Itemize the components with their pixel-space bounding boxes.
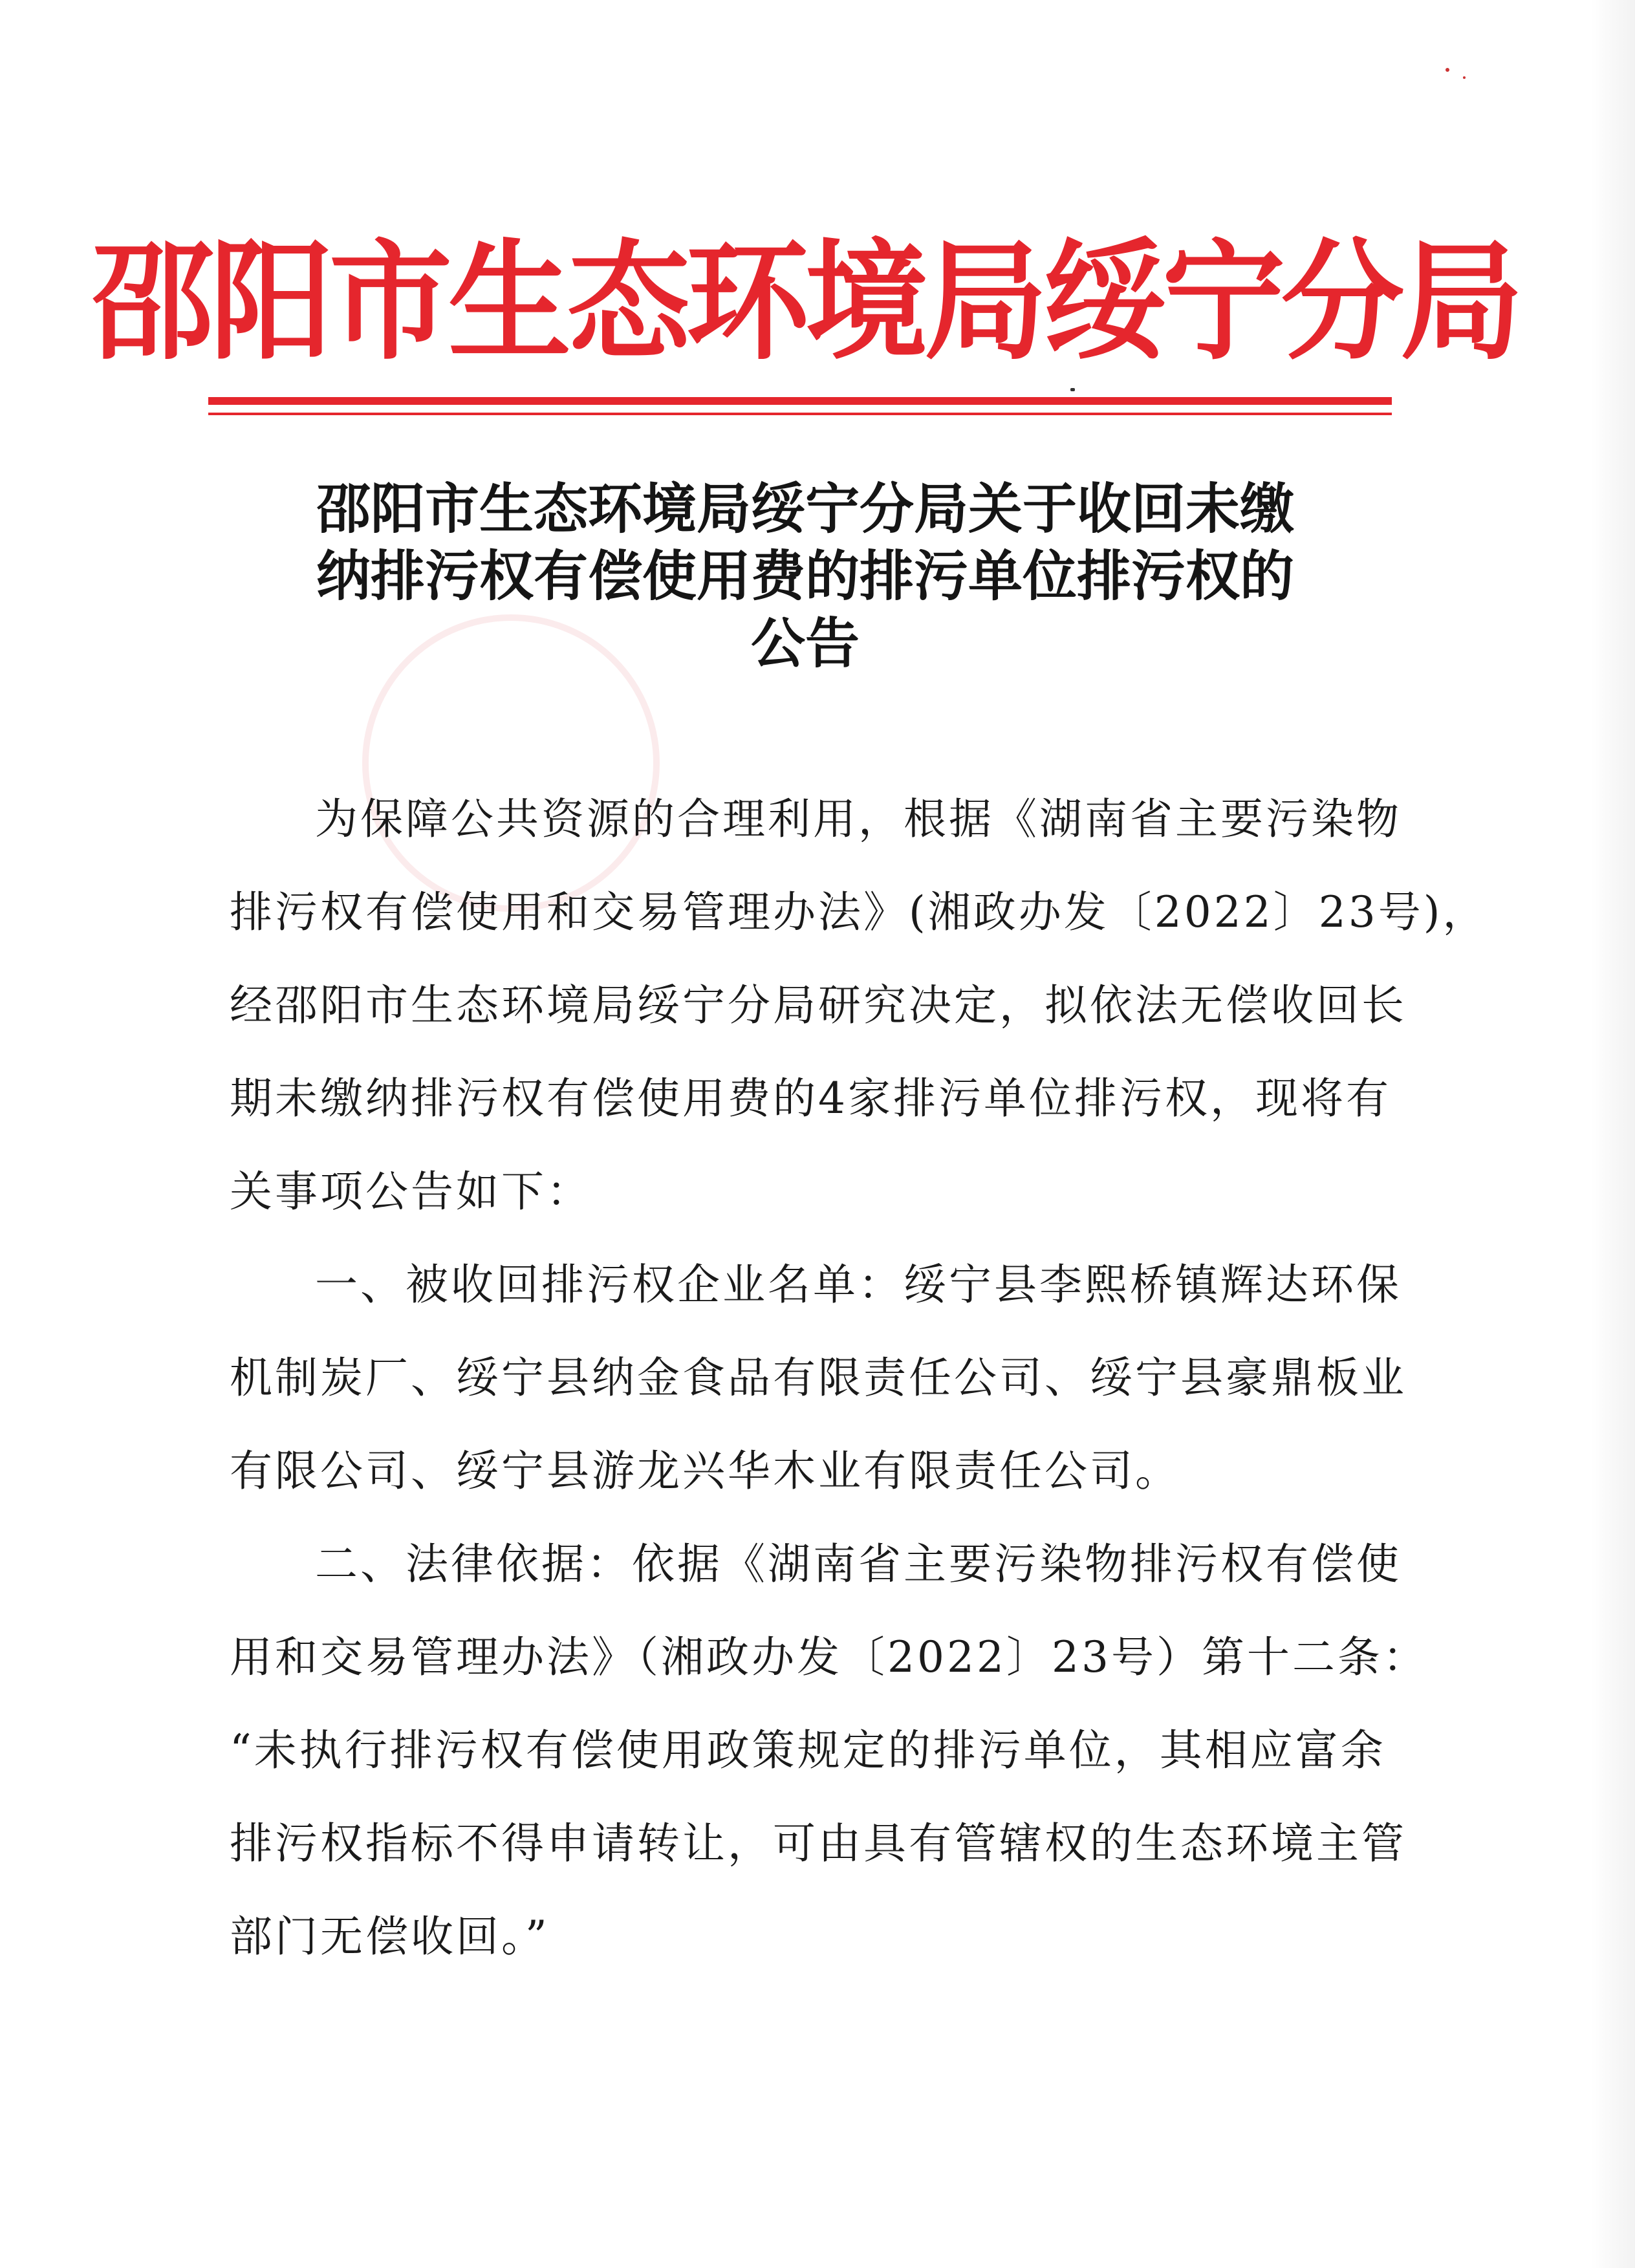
body-line-10: 用和交易管理办法》（湘政办发〔2022〕23号）第十二条：	[230, 1632, 1428, 1682]
body-line-4: 期未缴纳排污权有偿使用费的4家排污单位排污权，现将有	[230, 1074, 1391, 1123]
letterhead-rule-thin	[208, 413, 1392, 415]
document-body	[230, 773, 1488, 1983]
title-line-1: 邵阳市生态环境局绥宁分局关于收回未缴	[316, 477, 1294, 541]
body-line-6: 一、被收回排污权企业名单：绥宁县李熙桥镇辉达环保	[315, 1260, 1402, 1310]
body-line-8: 有限公司、绥宁县游龙兴华木业有限责任公司。	[230, 1446, 1180, 1496]
body-line-5: 关事项公告如下：	[230, 1167, 592, 1216]
letterhead-rule-thick	[208, 397, 1392, 405]
scan-speck	[1463, 76, 1466, 79]
letterhead-agency-name: 邵阳市生态环境局绥宁分局	[91, 226, 1520, 377]
body-line-9: 二、法律依据：依据《湖南省主要污染物排污权有偿使	[315, 1539, 1402, 1589]
body-line-11: “未执行排污权有偿使用政策规定的排污单位，其相应富余	[230, 1725, 1386, 1775]
body-line-13: 部门无偿收回。”	[230, 1912, 550, 1961]
scan-speck	[1446, 68, 1449, 72]
title-line-3: 公告	[750, 612, 860, 675]
body-line-3: 经邵阳市生态环境局绥宁分局研究决定，拟依法无偿收回长	[230, 980, 1407, 1030]
body-line-7: 机制炭厂、绥宁县纳金食品有限责任公司、绥宁县豪鼎板业	[230, 1353, 1407, 1403]
body-line-12: 排污权指标不得申请转让，可由具有管辖权的生态环境主管	[230, 1819, 1407, 1868]
page-edge-shadow	[1590, 0, 1635, 2268]
document-title	[213, 475, 1397, 677]
body-line-1: 为保障公共资源的合理利用，根据《湖南省主要污染物	[315, 794, 1402, 844]
body-line-2: 排污权有偿使用和交易管理办法》(湘政办发〔2022〕23号)，	[230, 887, 1488, 937]
title-line-2: 纳排污权有偿使用费的排污单位排污权的	[316, 545, 1294, 608]
scan-speck	[1070, 388, 1075, 391]
